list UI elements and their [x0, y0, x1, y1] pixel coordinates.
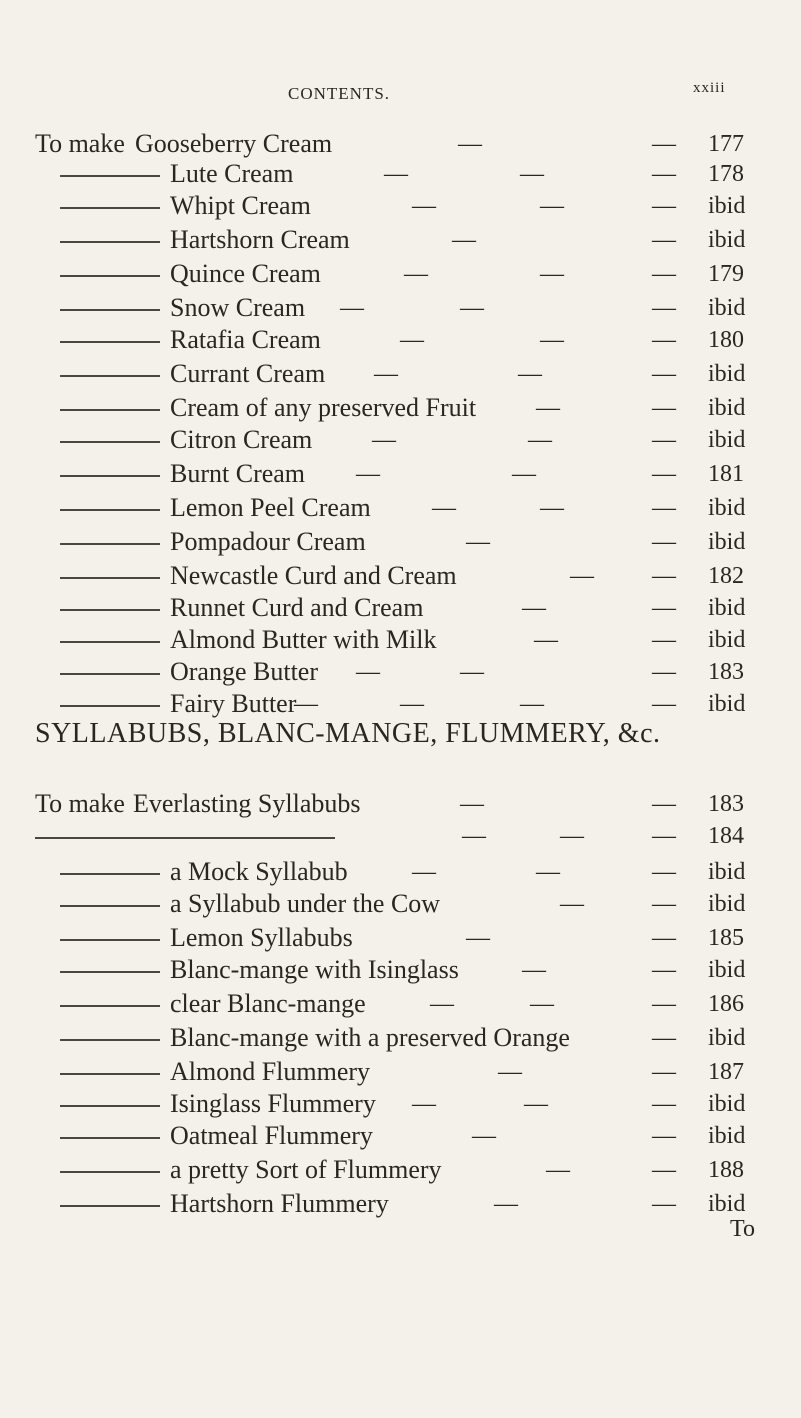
list-item: a pretty Sort of Flummery — — 188 — [0, 1154, 801, 1186]
entry-page: 179 — [708, 261, 744, 287]
entry-title: Citron Cream — [170, 425, 313, 454]
entry-page: ibid — [708, 529, 746, 555]
ditto-rule — [60, 1073, 160, 1075]
ditto-rule — [60, 971, 160, 973]
ditto-rule — [60, 475, 160, 477]
list-item: Hartshorn Cream — — ibid — [0, 224, 801, 256]
list-item: Lemon Peel Cream — — — ibid — [0, 492, 801, 524]
entry-page: ibid — [708, 295, 746, 321]
entry-title: clear Blanc-mange — [170, 989, 366, 1018]
ditto-rule — [60, 609, 160, 611]
entry-title: Cream of any preserved Fruit — [170, 393, 477, 422]
entry-page: ibid — [708, 1025, 746, 1051]
entry-page: ibid — [708, 427, 746, 453]
entry-title: Oatmeal Flummery — [170, 1121, 373, 1150]
entry-title: Almond Butter with Milk — [170, 625, 437, 654]
entry-title: Burnt Cream — [170, 459, 306, 488]
entry-title: Currant Cream — [170, 359, 326, 388]
entry-page: 187 — [708, 1059, 744, 1085]
list-item: a Syllabub under the Cow — — ibid — [0, 888, 801, 920]
entry-title: Blanc-mange with Isinglass — [170, 955, 459, 984]
list-item: Whipt Cream — — — ibid — [0, 190, 801, 222]
ditto-rule — [60, 207, 160, 209]
entry-title: a pretty Sort of Flummery — [170, 1155, 442, 1184]
ditto-rule — [60, 1137, 160, 1139]
ditto-rule — [60, 1205, 160, 1207]
entry-page: ibid — [708, 1191, 746, 1217]
ditto-rule — [60, 341, 160, 343]
entry-page: 183 — [708, 659, 744, 685]
entry-title: Orange Butter — [170, 657, 319, 686]
entry-page: ibid — [708, 361, 746, 387]
entry-page: ibid — [708, 691, 746, 717]
list-item: Pompadour Cream — — ibid — [0, 526, 801, 558]
list-item: Runnet Curd and Cream — — ibid — [0, 592, 801, 624]
ditto-rule — [60, 543, 160, 545]
entry-title: Everlasting Syllabubs — [133, 789, 361, 818]
entry-page: 185 — [708, 925, 744, 951]
list-item: Isinglass Flummery — — — ibid — [0, 1088, 801, 1120]
entry-title: Lute Cream — [170, 159, 294, 188]
entry-page: ibid — [708, 595, 746, 621]
ditto-rule — [60, 873, 160, 875]
entry-page: ibid — [708, 1123, 746, 1149]
entry-title: Isinglass Flummery — [170, 1089, 376, 1118]
ditto-rule — [60, 577, 160, 579]
entry-title: Blanc-mange with a preserved Orange — [170, 1023, 570, 1052]
ditto-rule — [60, 1171, 160, 1173]
ditto-rule — [60, 441, 160, 443]
list-item: Newcastle Curd and Cream — — 182 — [0, 560, 801, 592]
ditto-rule — [60, 375, 160, 377]
list-item: — — — 184 — [0, 820, 801, 852]
list-item: Orange Butter — — — 183 — [0, 656, 801, 688]
entry-page: 177 — [708, 131, 744, 157]
ditto-rule — [60, 1005, 160, 1007]
entry-page: ibid — [708, 395, 746, 421]
ditto-rule — [60, 673, 160, 675]
entry-page: ibid — [708, 891, 746, 917]
entry-title: a Syllabub under the Cow — [170, 889, 441, 918]
running-header-title: CONTENTS. — [288, 84, 391, 103]
entry-title: Runnet Curd and Cream — [170, 593, 424, 622]
list-item: Cream of any preserved Fruit — — ibid — [0, 392, 801, 424]
entry-page: 178 — [708, 161, 744, 187]
entry-title: Gooseberry Cream — [135, 129, 333, 158]
ditto-rule — [35, 837, 335, 839]
entry-title: Pompadour Cream — [170, 527, 366, 556]
list-item: Oatmeal Flummery — — ibid — [0, 1120, 801, 1152]
ditto-rule — [60, 1039, 160, 1041]
ditto-rule — [60, 275, 160, 277]
list-item: Blanc-mange with Isinglass — — ibid — [0, 954, 801, 986]
entry-page: ibid — [708, 193, 746, 219]
entry-page: ibid — [708, 627, 746, 653]
running-header-page: xxiii — [693, 80, 726, 96]
entry-page: ibid — [708, 859, 746, 885]
entry-title: Lemon Peel Cream — [170, 493, 371, 522]
entry-title: Lemon Syllabubs — [170, 923, 353, 952]
entry-page: 182 — [708, 563, 744, 589]
entry-title: Ratafia Cream — [170, 325, 321, 354]
list-item: Currant Cream — — — ibid — [0, 358, 801, 390]
entry-title: Hartshorn Flummery — [170, 1189, 389, 1218]
list-item: Snow Cream — — — ibid — [0, 292, 801, 324]
list-item: Burnt Cream — — — 181 — [0, 458, 801, 490]
ditto-rule — [60, 175, 160, 177]
list-item: Hartshorn Flummery — — ibid — [0, 1188, 801, 1220]
catchword: To — [730, 1216, 755, 1242]
entry-title: Hartshorn Cream — [170, 225, 350, 254]
entry-title: Whipt Cream — [170, 191, 311, 220]
list-item: Lute Cream — — — 178 — [0, 158, 801, 190]
entry-title: Snow Cream — [170, 293, 306, 322]
entry-page: 181 — [708, 461, 744, 487]
ditto-rule — [60, 1105, 160, 1107]
list-item: Fairy Butter — — — — ibid — [0, 688, 801, 720]
entry-page: 183 — [708, 791, 744, 817]
ditto-rule — [60, 939, 160, 941]
entry-title: Fairy Butter — [170, 689, 297, 718]
ditto-rule — [60, 409, 160, 411]
entry-page: ibid — [708, 227, 746, 253]
list-item: a Mock Syllabub — — — ibid — [0, 856, 801, 888]
section-heading: SYLLABUBS, BLANC-MANGE, FLUMMERY, &c. — [35, 718, 661, 749]
ditto-rule — [60, 309, 160, 311]
ditto-rule — [60, 509, 160, 511]
ditto-rule — [60, 705, 160, 707]
entry-title: Quince Cream — [170, 259, 321, 288]
entry-page: ibid — [708, 1091, 746, 1117]
entry-page: 188 — [708, 1157, 744, 1183]
entry-title: Almond Flummery — [170, 1057, 371, 1086]
list-item: Lemon Syllabubs — — 185 — [0, 922, 801, 954]
entry-page: ibid — [708, 957, 746, 983]
entry-intro: To make — [35, 129, 125, 158]
list-item: To make Gooseberry Cream — — 177 — [35, 129, 744, 158]
list-item: Almond Butter with Milk — — ibid — [0, 624, 801, 656]
list-item: Almond Flummery — — 187 — [0, 1056, 801, 1088]
entry-page: ibid — [708, 495, 746, 521]
list-item: Quince Cream — — — 179 — [0, 258, 801, 290]
list-item: Ratafia Cream — — — 180 — [0, 324, 801, 356]
ditto-rule — [60, 241, 160, 243]
entry-title: Newcastle Curd and Cream — [170, 561, 457, 590]
list-item: Citron Cream — — — ibid — [0, 424, 801, 456]
entry-page: 180 — [708, 327, 744, 353]
entry-intro: To make — [35, 789, 125, 818]
list-item: Blanc-mange with a preserved Orange — ibid — [0, 1022, 801, 1054]
entry-page: 184 — [708, 823, 744, 849]
ditto-rule — [60, 641, 160, 643]
list-item: To make Everlasting Syllabubs — — 183 — [35, 789, 744, 818]
entry-page: 186 — [708, 991, 744, 1017]
entry-title: a Mock Syllabub — [170, 857, 348, 886]
list-item: clear Blanc-mange — — — 186 — [0, 988, 801, 1020]
ditto-rule — [60, 905, 160, 907]
